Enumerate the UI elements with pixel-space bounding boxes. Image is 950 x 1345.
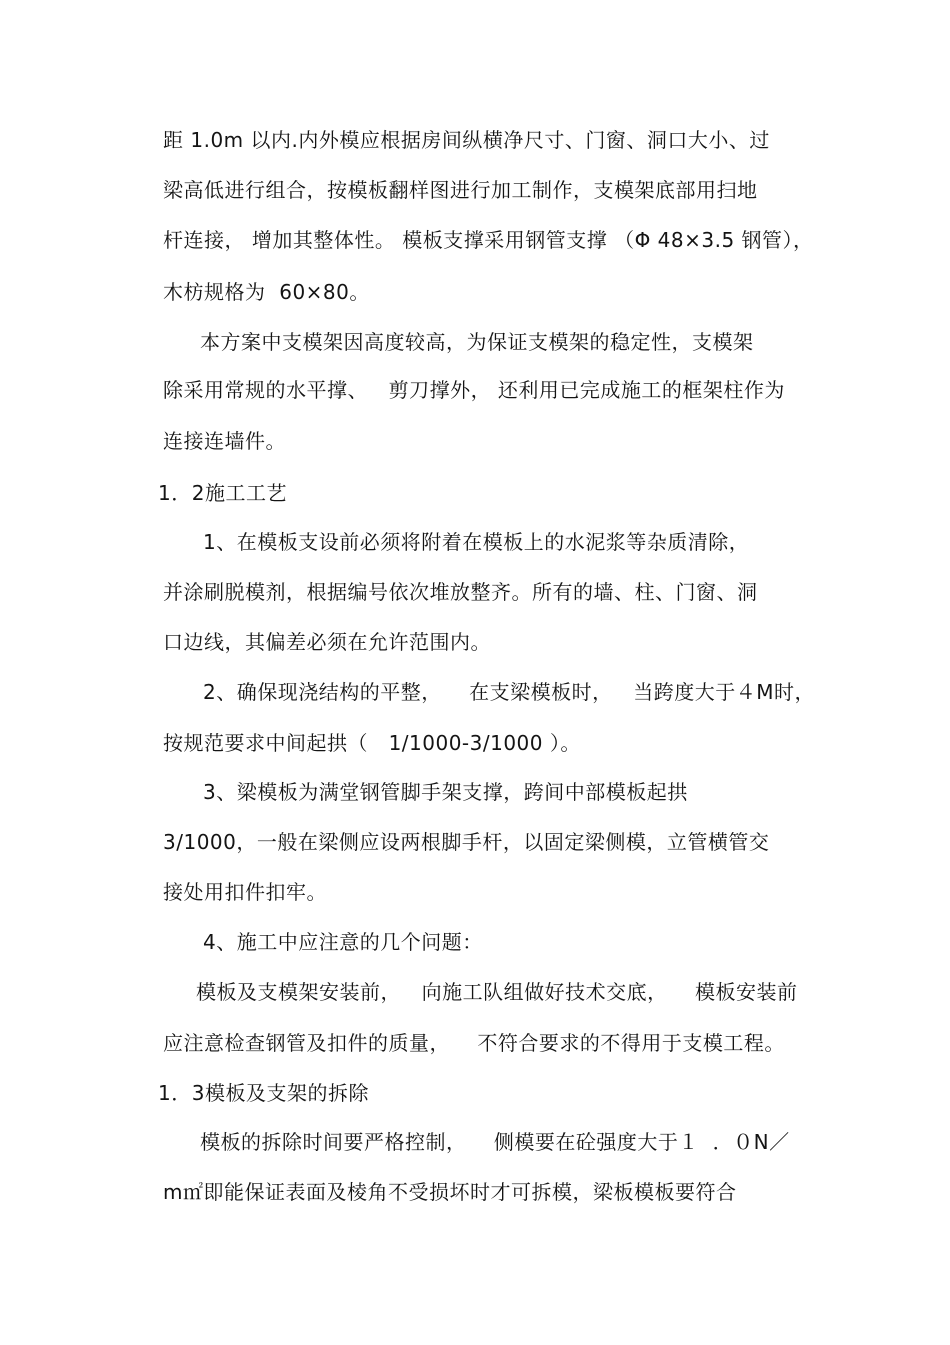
text-line-12: 2、确保现浇结构的平整， 在支梁模板时， 当跨度大于４M时， (203, 680, 815, 704)
text-line-3: 杆连接， 增加其整体性。 模板支撑采用钢管支撑 （Φ 48×3.5 钢管）， (163, 228, 814, 252)
text-line-5: 本方案中支模架因高度较高，为保证支模架的稳定性，支模架 (200, 330, 754, 354)
text-line-19: 应注意检查钢管及扣件的质量， 不符合要求的不得用于支模工程。 (163, 1031, 785, 1055)
text-line-21: 模板的拆除时间要严格控制， 侧模要在砼强度大于１ ．０N／ (200, 1130, 790, 1154)
text-line-14: 3、梁模板为满堂钢管脚手架支撑，跨间中部模板起拱 (203, 780, 688, 804)
text-line-1: 距 1.0m 以内.内外模应根据房间纵横净尺寸、门窗、洞口大小、过 (163, 128, 770, 152)
text-line-4: 木枋规格为 60×80。 (163, 280, 370, 304)
text-line-9: 1、在模板支设前必须将附着在模板上的水泥浆等杂质清除， (203, 530, 750, 554)
text-line-22: m㎡即能保证表面及棱角不受损坏时才可拆模，梁板模板要符合 (163, 1180, 737, 1204)
text-line-11: 口边线，其偏差必须在允许范围内。 (163, 630, 491, 654)
text-line-16: 接处用扣件扣牢。 (163, 880, 327, 904)
text-line-10: 并涂刷脱模剂，根据编号依次堆放整齐。所有的墙、柱、门窗、洞 (163, 580, 758, 604)
text-line-2: 梁高低进行组合，按模板翻样图进行加工制作，支模架底部用扫地 (163, 178, 758, 202)
text-line-6: 除采用常规的水平撑、 剪刀撑外， 还利用已完成施工的框架柱作为 (163, 378, 785, 402)
section-heading-1-3: 1．3模板及支架的拆除 (158, 1081, 369, 1105)
text-line-7: 连接连墙件。 (163, 429, 286, 453)
text-line-18: 模板及支模架安装前， 向施工队组做好技术交底， 模板安装前 (196, 980, 798, 1004)
text-line-13: 按规范要求中间起拱（ 1/1000-3/1000 ）。 (163, 731, 581, 755)
text-line-17: 4、施工中应注意的几个问题： (203, 930, 483, 954)
section-heading-1-2: 1．2施工工艺 (158, 481, 287, 505)
text-line-15: 3/1000，一般在梁侧应设两根脚手杆，以固定梁侧模，立管横管交 (163, 830, 770, 854)
